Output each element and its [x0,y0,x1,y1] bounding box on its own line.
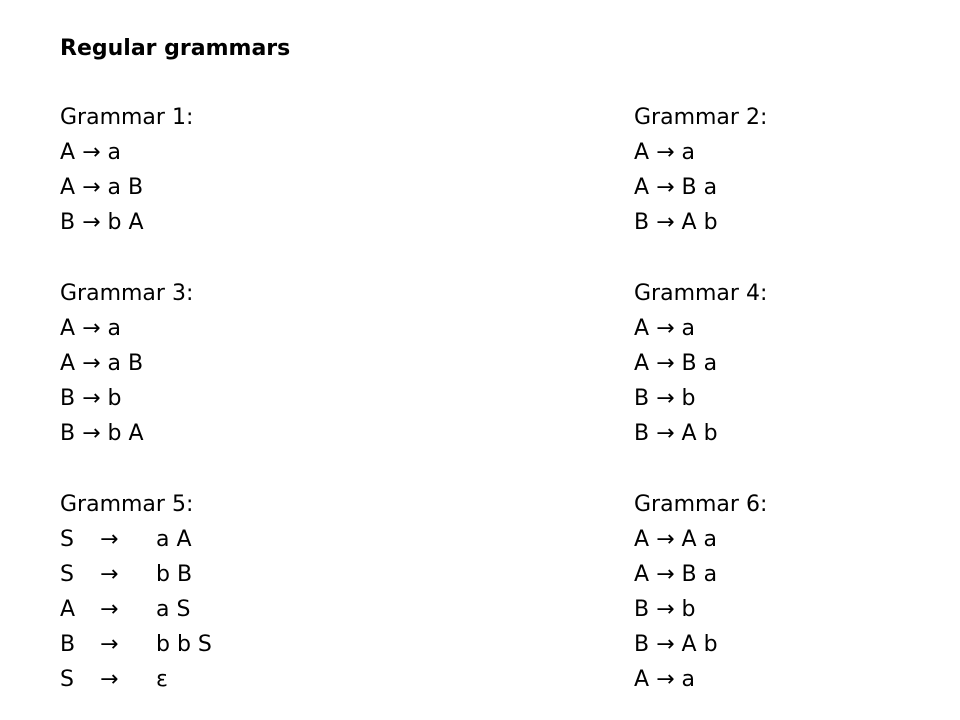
rule-rhs: b [107,386,122,411]
rule-lhs: B [60,632,76,657]
arrow-icon: → [100,562,119,587]
arrow-icon: → [82,421,101,446]
page-title: Regular grammars [60,36,291,61]
rule-rhs: B a [681,351,718,376]
rule-rhs: a [681,140,695,165]
production-rule [634,346,767,381]
rule-lhs: B [60,421,76,446]
rule-lhs: S [60,562,74,587]
rule-rhs: a A [156,527,192,552]
arrow-icon: → [656,140,675,165]
grammar-title: Grammar 6: [634,492,768,517]
arrow-icon: → [82,175,101,200]
arrow-icon: → [656,527,675,552]
arrow-icon: → [100,527,119,552]
rule-rhs: a S [156,597,191,622]
production-rule [634,311,767,346]
rule-rhs: b A [107,421,144,446]
arrow-icon: → [656,175,675,200]
rule-lhs: A [634,175,650,200]
rule-rhs: a [107,140,121,165]
rule-lhs: A [634,140,650,165]
production-rule [60,170,193,205]
rule-rhs: B a [681,175,718,200]
production-rule [60,522,212,557]
rule-lhs: A [634,351,650,376]
production-rule [60,557,212,592]
rule-lhs: S [60,527,74,552]
rule-lhs: B [60,386,76,411]
production-rule [634,170,767,205]
grammar-title: Grammar 5: [60,492,194,517]
rule-rhs: A b [681,632,718,657]
rule-lhs: B [634,421,650,446]
rule-lhs: A [634,562,650,587]
production-rule [634,416,767,451]
production-rule [634,381,767,416]
production-rule [60,662,212,697]
production-rule [634,205,767,240]
production-rule [60,627,212,662]
arrow-icon: → [100,632,119,657]
grammar-title: Grammar 2: [634,105,768,130]
epsilon-symbol: ε [156,667,168,692]
rule-lhs: A [634,667,650,692]
production-rule [634,135,767,170]
production-rule [634,522,767,557]
grammar-title: Grammar 3: [60,281,194,306]
rule-lhs: B [634,386,650,411]
rule-rhs: A b [681,421,718,446]
grammar-1 [60,100,193,240]
production-rule [634,592,767,627]
arrow-icon: → [656,667,675,692]
production-rule [634,662,767,697]
rule-lhs: A [60,140,76,165]
rule-lhs: A [60,351,76,376]
rule-lhs: A [60,316,76,341]
rule-lhs: B [634,597,650,622]
rule-lhs: S [60,667,74,692]
rule-lhs: A [634,316,650,341]
production-rule [60,381,193,416]
rule-rhs: a [107,316,121,341]
arrow-icon: → [656,351,675,376]
rule-rhs: b B [156,562,193,587]
arrow-icon: → [82,351,101,376]
rule-rhs: B a [681,562,718,587]
rule-lhs: B [634,210,650,235]
production-rule [60,311,193,346]
production-rule [60,346,193,381]
grammar-2 [634,100,767,240]
arrow-icon: → [656,597,675,622]
rule-rhs: a B [107,351,144,376]
rule-rhs: b b S [156,632,212,657]
arrow-icon: → [100,597,119,622]
production-rule [60,135,193,170]
arrow-icon: → [82,316,101,341]
rule-rhs: b [681,386,696,411]
arrow-icon: → [82,386,101,411]
grammar-6 [634,487,767,697]
production-rule [634,557,767,592]
grammar-title: Grammar 4: [634,281,768,306]
rule-lhs: A [634,527,650,552]
arrow-icon: → [100,667,119,692]
rule-lhs: B [60,210,76,235]
rule-rhs: b A [107,210,144,235]
arrow-icon: → [82,210,101,235]
rule-lhs: B [634,632,650,657]
grammar-4 [634,276,767,451]
arrow-icon: → [656,421,675,446]
rule-rhs: a B [107,175,144,200]
grammar-title: Grammar 1: [60,105,194,130]
production-rule [60,416,193,451]
arrow-icon: → [656,316,675,341]
arrow-icon: → [656,210,675,235]
rule-rhs: A a [681,527,718,552]
rule-lhs: A [60,175,76,200]
rule-rhs: a [681,316,695,341]
production-rule [634,627,767,662]
rule-rhs: a [681,667,695,692]
rule-lhs: A [60,597,76,622]
arrow-icon: → [656,632,675,657]
rule-rhs: A b [681,210,718,235]
arrow-icon: → [656,386,675,411]
grammar-5 [60,487,212,697]
rule-rhs: b [681,597,696,622]
production-rule [60,205,193,240]
production-rule [60,592,212,627]
grammar-3 [60,276,193,451]
arrow-icon: → [82,140,101,165]
arrow-icon: → [656,562,675,587]
